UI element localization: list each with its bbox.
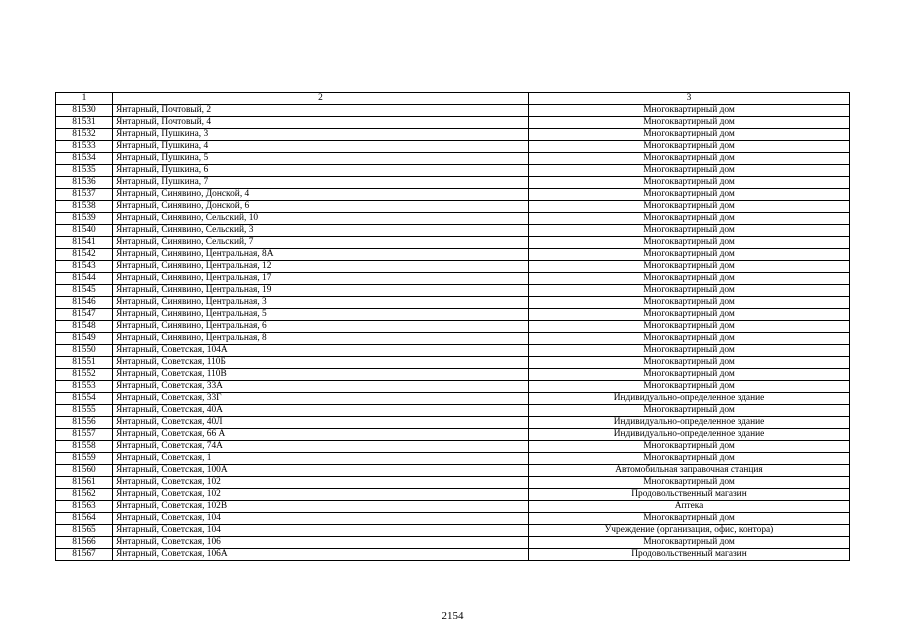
table-row xyxy=(56,513,850,525)
table-row xyxy=(56,237,850,249)
address-cell: Янтарный, Пушкина, 5 xyxy=(113,153,529,165)
table-row xyxy=(56,381,850,393)
column-header-1: 1 xyxy=(56,93,113,105)
address-cell: Янтарный, Советская, 40Л xyxy=(113,417,529,429)
row-number-cell: 81557 xyxy=(56,429,113,441)
table-row xyxy=(56,525,850,537)
object-type-cell: Многоквартирный дом xyxy=(529,201,850,213)
object-type-cell: Многоквартирный дом xyxy=(529,345,850,357)
row-number-cell: 81543 xyxy=(56,261,113,273)
address-cell: Янтарный, Синявино, Центральная, 19 xyxy=(113,285,529,297)
object-type-cell: Индивидуально-определенное здание xyxy=(529,417,850,429)
object-type-cell: Многоквартирный дом xyxy=(529,165,850,177)
address-cell: Янтарный, Синявино, Центральная, 6 xyxy=(113,321,529,333)
table-row xyxy=(56,201,850,213)
object-type-cell: Многоквартирный дом xyxy=(529,225,850,237)
table-row xyxy=(56,141,850,153)
address-cell: Янтарный, Советская, 100А xyxy=(113,465,529,477)
table-row xyxy=(56,165,850,177)
address-cell: Янтарный, Советская, 104А xyxy=(113,345,529,357)
address-cell: Янтарный, Советская, 106 xyxy=(113,537,529,549)
table-row xyxy=(56,489,850,501)
table-row xyxy=(56,537,850,549)
table-row xyxy=(56,261,850,273)
address-cell: Янтарный, Пушкина, 4 xyxy=(113,141,529,153)
row-number-cell: 81561 xyxy=(56,477,113,489)
row-number-cell: 81554 xyxy=(56,393,113,405)
address-cell: Янтарный, Синявино, Центральная, 17 xyxy=(113,273,529,285)
address-cell: Янтарный, Советская, 33А xyxy=(113,381,529,393)
table-row xyxy=(56,441,850,453)
object-type-cell: Многоквартирный дом xyxy=(529,297,850,309)
object-type-cell: Многоквартирный дом xyxy=(529,261,850,273)
object-type-cell: Многоквартирный дом xyxy=(529,477,850,489)
table-row xyxy=(56,297,850,309)
table-row xyxy=(56,477,850,489)
row-number-cell: 81560 xyxy=(56,465,113,477)
row-number-cell: 81534 xyxy=(56,153,113,165)
address-cell: Янтарный, Пушкина, 7 xyxy=(113,177,529,189)
table-row xyxy=(56,345,850,357)
object-type-cell: Многоквартирный дом xyxy=(529,249,850,261)
address-cell: Янтарный, Советская, 102В xyxy=(113,501,529,513)
table-row xyxy=(56,453,850,465)
object-type-cell: Многоквартирный дом xyxy=(529,237,850,249)
table-row xyxy=(56,429,850,441)
page-number: 2154 xyxy=(441,610,464,622)
address-cell: Янтарный, Советская, 33Г xyxy=(113,393,529,405)
row-number-cell: 81548 xyxy=(56,321,113,333)
row-number-cell: 81562 xyxy=(56,489,113,501)
object-type-cell: Многоквартирный дом xyxy=(529,333,850,345)
row-number-cell: 81566 xyxy=(56,537,113,549)
object-type-cell: Многоквартирный дом xyxy=(529,213,850,225)
row-number-cell: 81565 xyxy=(56,525,113,537)
table-row xyxy=(56,285,850,297)
object-type-cell: Многоквартирный дом xyxy=(529,537,850,549)
table-row xyxy=(56,249,850,261)
address-cell: Янтарный, Пушкина, 3 xyxy=(113,129,529,141)
row-number-cell: 81544 xyxy=(56,273,113,285)
address-cell: Янтарный, Советская, 104 xyxy=(113,525,529,537)
address-cell: Янтарный, Синявино, Центральная, 8А xyxy=(113,249,529,261)
row-number-cell: 81556 xyxy=(56,417,113,429)
object-type-cell: Многоквартирный дом xyxy=(529,309,850,321)
row-number-cell: 81549 xyxy=(56,333,113,345)
row-number-cell: 81542 xyxy=(56,249,113,261)
object-type-cell: Многоквартирный дом xyxy=(529,405,850,417)
address-cell: Янтарный, Почтовый, 2 xyxy=(113,105,529,117)
table-row xyxy=(56,105,850,117)
object-type-cell: Учреждение (организация, офис, контора) xyxy=(529,525,850,537)
address-cell: Янтарный, Синявино, Сельский, 7 xyxy=(113,237,529,249)
table-row xyxy=(56,189,850,201)
row-number-cell: 81553 xyxy=(56,381,113,393)
table-row xyxy=(56,225,850,237)
row-number-cell: 81545 xyxy=(56,285,113,297)
row-number-cell: 81550 xyxy=(56,345,113,357)
object-type-cell: Индивидуально-определенное здание xyxy=(529,393,850,405)
row-number-cell: 81546 xyxy=(56,297,113,309)
object-type-cell: Многоквартирный дом xyxy=(529,381,850,393)
row-number-cell: 81563 xyxy=(56,501,113,513)
object-type-cell: Многоквартирный дом xyxy=(529,357,850,369)
object-type-cell: Многоквартирный дом xyxy=(529,513,850,525)
row-number-cell: 81559 xyxy=(56,453,113,465)
address-cell: Янтарный, Пушкина, 6 xyxy=(113,165,529,177)
address-cell: Янтарный, Советская, 110Б xyxy=(113,357,529,369)
table-row xyxy=(56,213,850,225)
row-number-cell: 81537 xyxy=(56,189,113,201)
table-row xyxy=(56,129,850,141)
table-row xyxy=(56,321,850,333)
object-type-cell: Многоквартирный дом xyxy=(529,453,850,465)
table-row xyxy=(56,309,850,321)
object-type-cell: Продовольственный магазин xyxy=(529,549,850,561)
address-cell: Янтарный, Советская, 66 А xyxy=(113,429,529,441)
row-number-cell: 81538 xyxy=(56,201,113,213)
address-cell: Янтарный, Синявино, Центральная, 8 xyxy=(113,333,529,345)
register-table-body xyxy=(56,93,850,561)
table-header-row xyxy=(56,93,850,105)
table-row xyxy=(56,369,850,381)
row-number-cell: 81551 xyxy=(56,357,113,369)
table-row xyxy=(56,405,850,417)
object-type-cell: Многоквартирный дом xyxy=(529,117,850,129)
address-cell: Янтарный, Советская, 40А xyxy=(113,405,529,417)
object-type-cell: Многоквартирный дом xyxy=(529,321,850,333)
address-cell: Янтарный, Синявино, Донской, 4 xyxy=(113,189,529,201)
table-row xyxy=(56,417,850,429)
register-table xyxy=(55,92,850,561)
address-cell: Янтарный, Советская, 74А xyxy=(113,441,529,453)
address-cell: Янтарный, Советская, 110В xyxy=(113,369,529,381)
object-type-cell: Многоквартирный дом xyxy=(529,153,850,165)
object-type-cell: Продовольственный магазин xyxy=(529,489,850,501)
row-number-cell: 81531 xyxy=(56,117,113,129)
row-number-cell: 81547 xyxy=(56,309,113,321)
table-row xyxy=(56,333,850,345)
row-number-cell: 81552 xyxy=(56,369,113,381)
table-row xyxy=(56,153,850,165)
table-row xyxy=(56,465,850,477)
row-number-cell: 81533 xyxy=(56,141,113,153)
object-type-cell: Многоквартирный дом xyxy=(529,441,850,453)
row-number-cell: 81532 xyxy=(56,129,113,141)
row-number-cell: 81555 xyxy=(56,405,113,417)
column-header-3: 3 xyxy=(529,93,850,105)
object-type-cell: Многоквартирный дом xyxy=(529,273,850,285)
object-type-cell: Аптека xyxy=(529,501,850,513)
row-number-cell: 81567 xyxy=(56,549,113,561)
address-cell: Янтарный, Советская, 1 xyxy=(113,453,529,465)
address-cell: Янтарный, Синявино, Центральная, 12 xyxy=(113,261,529,273)
address-cell: Янтарный, Советская, 106А xyxy=(113,549,529,561)
table-row xyxy=(56,117,850,129)
object-type-cell: Многоквартирный дом xyxy=(529,189,850,201)
object-type-cell: Многоквартирный дом xyxy=(529,129,850,141)
address-cell: Янтарный, Почтовый, 4 xyxy=(113,117,529,129)
address-cell: Янтарный, Советская, 104 xyxy=(113,513,529,525)
address-cell: Янтарный, Синявино, Сельский, 10 xyxy=(113,213,529,225)
table-row xyxy=(56,393,850,405)
table-row xyxy=(56,549,850,561)
object-type-cell: Многоквартирный дом xyxy=(529,141,850,153)
row-number-cell: 81558 xyxy=(56,441,113,453)
row-number-cell: 81530 xyxy=(56,105,113,117)
address-cell: Янтарный, Советская, 102 xyxy=(113,489,529,501)
address-cell: Янтарный, Синявино, Донской, 6 xyxy=(113,201,529,213)
row-number-cell: 81535 xyxy=(56,165,113,177)
object-type-cell: Многоквартирный дом xyxy=(529,285,850,297)
object-type-cell: Многоквартирный дом xyxy=(529,105,850,117)
address-cell: Янтарный, Синявино, Центральная, 5 xyxy=(113,309,529,321)
table-row xyxy=(56,273,850,285)
row-number-cell: 81539 xyxy=(56,213,113,225)
table-row xyxy=(56,357,850,369)
object-type-cell: Автомобильная заправочная станция xyxy=(529,465,850,477)
row-number-cell: 81540 xyxy=(56,225,113,237)
column-header-2: 2 xyxy=(113,93,529,105)
table-row xyxy=(56,501,850,513)
table-row xyxy=(56,177,850,189)
object-type-cell: Многоквартирный дом xyxy=(529,369,850,381)
address-cell: Янтарный, Синявино, Сельский, 3 xyxy=(113,225,529,237)
address-cell: Янтарный, Советская, 102 xyxy=(113,477,529,489)
row-number-cell: 81564 xyxy=(56,513,113,525)
object-type-cell: Индивидуально-определенное здание xyxy=(529,429,850,441)
row-number-cell: 81536 xyxy=(56,177,113,189)
row-number-cell: 81541 xyxy=(56,237,113,249)
object-type-cell: Многоквартирный дом xyxy=(529,177,850,189)
address-cell: Янтарный, Синявино, Центральная, 3 xyxy=(113,297,529,309)
